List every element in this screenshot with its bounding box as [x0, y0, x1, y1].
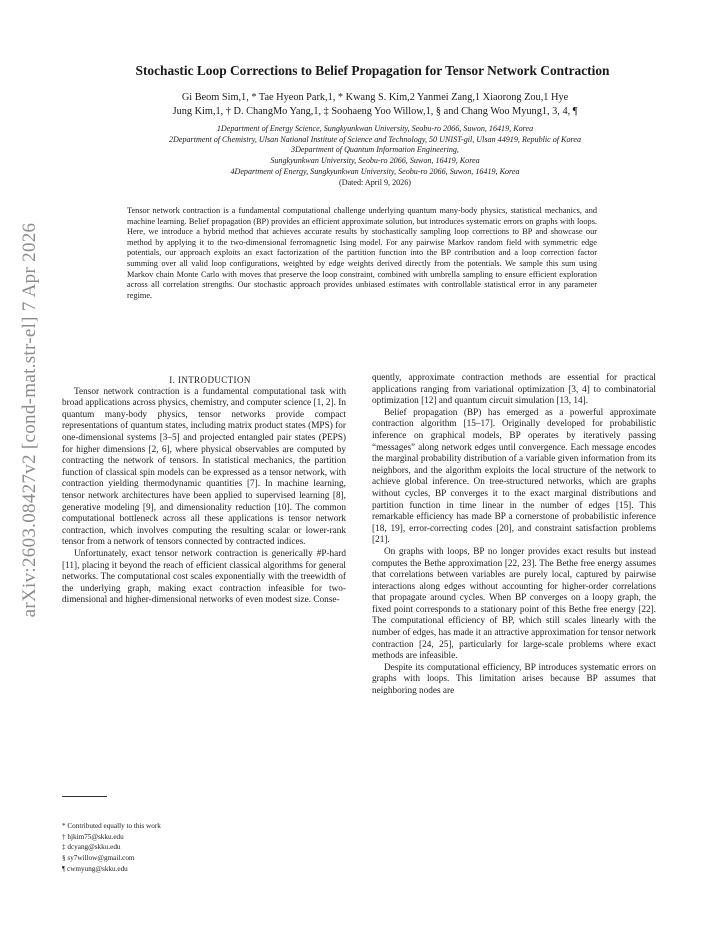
author-list	[90, 91, 660, 119]
paragraph: Tensor network contraction is a fundamental computational task with broad applications across physics, chemistry, and computer science [1, 2]. In quantum many-body physics, tensor networks provide compact representations of quantum states, including matrix product states (MPS) for one-dimensional systems [3–5] and projected entangled pair states (PEPS) for higher dimensions [2, 6], where physical observables are computed by contracting the network of tensors. In statistical mechanics, the partition function of classical spin models can be expressed as a tensor network, with contraction yielding thermodynamic quantities [7]. In machine learning, tensor network architectures have been applied to supervised learning [8], generative modeling [9], and dimensionality reduction [10]. The common computational bottleneck across all these applications is tensor network contraction, which involves computing the resulting scalar or lower-rank tensor from a network of tensors connected by contracted indices.	[62, 386, 346, 548]
date-line: (Dated: April 9, 2026)	[339, 177, 411, 187]
affiliation-3-cont: Sungkyunkwan University, Seobu-ro 2066, Suwon, 16419, Korea	[270, 156, 480, 166]
author-line-1: Gi Beom Sim,1, * Tae Hyeon Park,1, * Kwang S. Kim,2 Yanmei Zang,1 Xiaorong Zou,1 Hye	[181, 92, 569, 103]
abstract: Tensor network contraction is a fundamental computational challenge underlying quantum many-body physics, statistical mechanics, and machine learning. Belief propagation (BP) provides an efficient approximate solution, but introduces systematic errors on graphs with loops. Here, we introduce a hybrid method that achieves accurate results by stochastically sampling loop corrections to BP and showcase our method by applying it to the two-dimensional ferromagnetic Ising model. For any pairwise Markov random field with symmetric edge potentials, our approach exploits an exact factorization of the partition function into the BP contribution and a loop correction factor summing over all valid loop configurations, weighted by edge weights derived directly from the potentials. We sample this sum using Markov chain Monte Carlo with moves that preserve the loop constraint, combined with umbrella sampling to ensure efficient exploration across all correlation strengths. Our stochastic approach provides unbiased estimates with controllable statistical error in any parameter regime.	[127, 206, 597, 300]
paragraph: Unfortunately, exact tensor network contraction is generically #P-hard [11], placing it beyond the reach of efficient classical algorithms for general networks. The computational cost scales exponentially with the treewidth of the underlying graph, making exact contraction infeasible for two-dimensional and higher-dimensional networks of even modest size. Conse-	[62, 548, 346, 606]
arxiv-identifier[interactable]: arXiv:2603.08427v2 [cond-mat.str-el] 7 Apr 2026	[19, 222, 40, 618]
paragraph: On graphs with loops, BP no longer provides exact results but instead computes the Bethe approximation [22, 23]. The Bethe free energy assumes that correlations between variables are purely local, captured by pairwise interactions along edges without accounting for higher-order correlations that propagate around cycles. When BP converges on a loopy graph, the fixed point corresponds to a stationary point of this Bethe free energy [22]. The computational efficiency of BP, which still scales linearly with the number of edges, has made it an attractive approximation for tensor network contraction [24, 25], particularly for large-scale problems where exact methods are infeasible.	[372, 546, 656, 662]
arxiv-sidebar	[10, 170, 50, 670]
footnote-email[interactable]: § sy7willow@gmail.com	[62, 854, 135, 863]
footnote-divider	[62, 796, 107, 797]
footnote-email[interactable]: † hjkim75@skku.edu	[62, 832, 124, 841]
paragraph: quently, approximate contraction methods are essential for practical applications ranging from variational optimization [3, 4] to combinatorial optimization [12] and quantum circuit simulation [13, 14].	[372, 373, 656, 407]
footnote-equal-contribution: * Contributed equally to this work	[62, 822, 161, 830]
paragraph: Despite its computational efficiency, BP introduces systematic errors on graphs with loops. This limitation arises because BP assumes that neighboring nodes are	[372, 662, 656, 697]
paper-title: Stochastic Loop Corrections to Belief Propagation for Tensor Network Contraction	[135, 63, 610, 78]
footnotes	[62, 821, 342, 875]
left-column	[62, 375, 346, 607]
author-line-2: Jung Kim,1, † D. ChangMo Yang,1, ‡ Soohaeng Yoo Willow,1, § and Chang Woo Myung1, 3, 4, ¶	[172, 106, 578, 117]
footnote-email[interactable]: ‡ dcyang@skku.edu	[62, 843, 121, 852]
section-heading-introduction: I. INTRODUCTION	[169, 375, 251, 385]
footnote-email[interactable]: ¶ cwmyung@skku.edu	[62, 864, 128, 873]
affiliation-4: 4Department of Energy, Sungkyunkwan University, Seobu-ro 2066, Suwon, 16419, Korea	[230, 166, 520, 176]
affiliations	[55, 124, 695, 188]
paragraph: Belief propagation (BP) has emerged as a powerful approximate contraction algorithm [15–17]. Originally developed for probabilistic inference on graphical models, BP operates by iteratively passing “messages” along network edges until convergence. Each message encodes the marginal probability distribution of a variable given information from its neighbors, and the algorithm exploits the local structure of the network to achieve global inference. On tree-structured networks, which are graphs without cycles, BP converges it to the exact marginal distributions and partition function in time linear in the number of edges [15]. This remarkable efficiency has made BP a cornerstone of probabilistic inference [18, 19], error-correcting codes [20], and constraint satisfaction problems [21].	[372, 407, 656, 546]
right-column	[372, 373, 656, 698]
affiliation-2: 2Department of Chemistry, Ulsan National Institute of Science and Technology, 50 UNIST-gil, Ulsan 44919, Republic of Korea	[168, 134, 581, 144]
affiliation-1: 1Department of Energy Science, Sungkyunkwan University, Seobu-ro 2066, Suwon, 16419, Korea	[216, 124, 534, 133]
affiliation-3: 3Department of Quantum Information Engineering,	[291, 145, 459, 155]
